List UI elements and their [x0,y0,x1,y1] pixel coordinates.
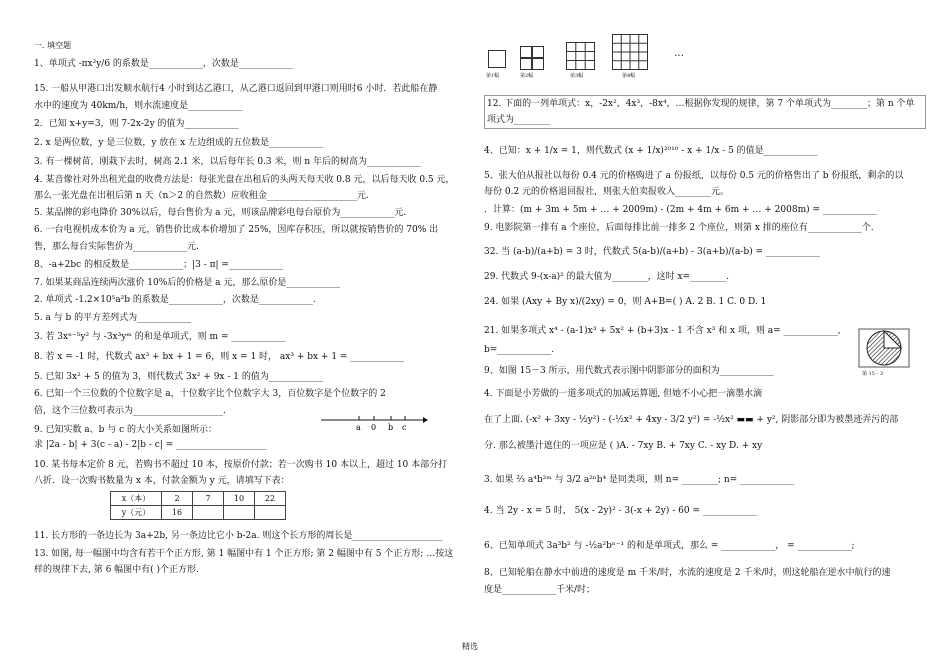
question-32: 32. 当 (a-b)/(a+b) = 3 时，代数式 5(a-b)/(a+b) - 3(a+b)/(a-b) = ____________ [484,247,820,257]
square-figure-3 [566,42,596,70]
question-5b: 5. a 与 b 的平方差列式为____________ [34,313,192,323]
question-29: 29. 代数式 9-(x-a)² 的最大值为________，这时 x=________. [484,272,729,282]
question-9-line1: 9. 已知实数 a、b 与 c 的大小关系如图所示： [34,425,218,435]
question-4: 4、已知：x + 1/x = 1，则代数式 (x + 1/x)²⁰¹⁰ - x + 1/x - 5 的值是____________ [484,146,818,156]
table-row [111,506,286,520]
page-footer: 精选 [462,642,478,651]
question-6-line2: 售，那么每台实际售价为____________元. [34,242,199,252]
question-15-line1: 15. 一船从甲港口出发顺水航行4 小时到达乙港口，从乙港口返回到甲港口则用时6 小时．若此船在静 [34,84,438,94]
question-6-line1: 6. 一台电视机成本价为 a 元，销售价比成本价增加了 25%，因库存积压，所以就按销售价的 70% 出 [34,225,439,235]
table-cell: 22 [255,492,286,506]
figure-label: 第4幅 [622,73,636,79]
question-4e: 4. 当 2y - x = 5 时， 5(x - 2y)² - 3(-x + 2y) - 60 = ____________ [484,506,757,516]
question-6c-line2: 倍，这个三位数可表示为____________________. [34,406,226,416]
question-3: 3. 有一棵树苗，刚栽下去时，树高 2.1 米，以后每年长 0.3 米，则 n 年后的树高为____________ [34,157,422,167]
question-4b-line1: 4. 下面是小芳做的一道多项式的加减运算题, 但她不小心把一滴墨水滴 [484,389,763,399]
figure-caption: 第 15 - 3 [862,371,884,377]
table-cell [193,506,224,520]
question-2b: 2. x 是两位数，y 是三位数，y 放在 x 左边组成的五位数是____________ [34,138,324,148]
question-10-line2: 八折．设一次购书数量为 x 本，付款金额为 y 元，请填写下表： [34,476,290,486]
question-8b: 8. 若 x = -1 时，代数式 ax³ + bx + 1 = 6，则 x = 1 时， ax³ + bx + 1 = ____________ [34,352,405,362]
question-10-line1: 10. 某书每本定价 8 元，若购书不超过 10 本，按原价付款；若一次购书 10 本以上，超过 10 本部分打 [34,460,448,470]
square-figure-2 [520,46,544,70]
question-5-line1: 5、张大伯从报社以每份 0.4 元的价格购进了 a 份报纸，以每份 0.5 元的价格售出了 b 份报纸，剩余的以 [484,171,904,181]
question-24: 24. 如果 (Axy + By x)/(2xy) = 0，则 A+B=( ) A. 2 B. 1 C. 0 D. 1 [484,297,767,307]
question-8-line2: 度是____________千米/时； [484,585,596,595]
question-7: 7. 如果某商品连续两次涨价 10%后的价格是 a 元，那么原价是____________ [34,278,341,288]
question-4-line1: 4. 某音像社对外出租光盘的收费方法是：每张光盘在出租后的头两天每天收 0.8 元，以后每天收 0.5 元， [34,175,455,185]
question-9-line2: 求 |2a - b| + 3(c - a) - 2|b - c| = ____________________ [34,440,267,450]
question-9: 9. 电影院第一排有 a 个座位，后面每排比前一排多 2 个座位，则第 x 排的座位有____________个. [484,223,874,233]
figure-label: 第2幅 [520,73,534,79]
section-title: 一. 填空题 [34,41,72,50]
table-cell: y（元） [111,506,162,520]
question-4-line2: 那么一张光盘在出租后第 n 天（n＞2 的自然数）应收租金____________________元. [34,191,369,201]
question-12-box [484,95,926,129]
svg-text:a: a [356,423,361,432]
question-11: 11. 长方形的一条边长为 3a+2b, 另一条边比它小 b-2a. 则这个长方形的周长是____________________ [34,531,443,541]
square-figure-4 [612,34,648,70]
question-13-line1: 13. 如图, 每一幅图中均含有若干个正方形, 第 1 幅图中有 1 个正方形; 第 2 幅图中有 5 个正方形; …按这 [34,549,454,559]
figure-ellipsis: … [674,48,684,59]
number-line-figure [319,410,429,432]
question-5-line2: 每份 0.2 元的价格退回报社，则张大伯卖报收入________元。 [484,187,730,197]
question-12-line1: 12. 下面的一列单项式：x，-2x²，4x³，-8x⁴，…根据你发现的规律，第 7 个单项式为________；第 n 个单 [487,99,915,109]
question-4b-line2: 在了上面. (-x² + 3xy - ½y²) - (-½x² + 4xy - 3/2 y²) = -½x² ▬▬ + y², 阴影部分即为被墨迹弄污的部 [484,415,899,425]
square-figure-1 [488,50,506,68]
question-15-line2: 水中的速度为 40km/h，则水流速度是____________ [34,101,243,111]
price-table [110,491,286,520]
figure-label: 第3幅 [570,73,584,79]
table-cell: 16 [162,506,193,520]
question-6c-line1: 6. 已知一个三位数的个位数字是 a，十位数字比个位数字大 3，百位数字是个位数字的 2 [34,389,386,399]
table-cell: 2 [162,492,193,506]
table-cell: 7 [193,492,224,506]
question-8-line1: 8、已知轮船在静水中前进的速度是 m 千米/时，水流的速度是 2 千米/时，则这轮船在逆水中航行的速 [484,568,891,578]
question-13-line2: 样的规律下去, 第 6 幅图中有( )个正方形. [34,565,199,575]
question-5: 5. 某品牌的彩电降价 30%以后，每台售价为 a 元，则该品牌彩电每台原价为____________元. [34,208,407,218]
question-5c: 5. 已知 3x² + 5 的值为 3，则代数式 3x² + 9x - 1 的值为____________ [34,372,323,382]
question-2c: 2. 单项式 -1.2×10⁵a²b 的系数是____________，次数是____________. [34,295,316,305]
question-3b: 3. 若 3xⁿ⁻⁵y² 与 -3x³yᵐ 的和是单项式，则 m = ____________ [34,332,286,342]
question-9b: 9、如图 15－3 所示，用代数式表示图中阴影部分的面积为____________ [484,366,774,376]
table-cell: 10 [224,492,255,506]
table-row [111,492,286,506]
question-calc: ．计算：(m + 3m + 5m + … + 2009m) - (2m + 4m + 6m + … + 2008m) = ____________ [484,205,877,215]
svg-text:b: b [388,423,394,432]
table-cell [255,506,286,520]
svg-text:0: 0 [371,423,377,432]
question-6: 6、已知单项式 3a³b² 与 -½a²bⁿ⁻¹ 的和是单项式，那么 = ____________， = ____________; [484,541,855,551]
question-12-line2: 项式为________ [487,115,551,125]
question-3: 3. 如果 ⅔ a⁴b²ᵐ 与 3/2 a²ⁿb⁴ 是同类项，则 n= ________; n= ____________ [484,475,795,485]
question-4b-line3: 分. 那么被墨汁遮住的一项应是 ( )A. - 7xy B. + 7xy C. - xy D. + xy [484,441,763,451]
table-cell: x（本） [111,492,162,506]
figure-label: 第1幅 [486,73,500,79]
table-cell [224,506,255,520]
shaded-circle-figure [858,328,910,376]
question-21-line2: b=____________. [484,345,555,355]
question-1: 1、单项式 -πx²y/6 的系数是____________，次数是____________ [34,59,293,69]
question-2: 2．已知 x+y=3，则 7-2x-2y 的值为____________ [34,119,239,129]
question-8: 8、-a+2bc 的相反数是____________；|3 - π| =____________ [34,260,283,270]
question-21-line1: 21. 如果多项式 x⁴ - (a-1)x³ + 5x² + (b+3)x - 1 不含 x³ 和 x 项，则 a= ____________, [484,326,841,336]
svg-text:c: c [402,423,407,432]
